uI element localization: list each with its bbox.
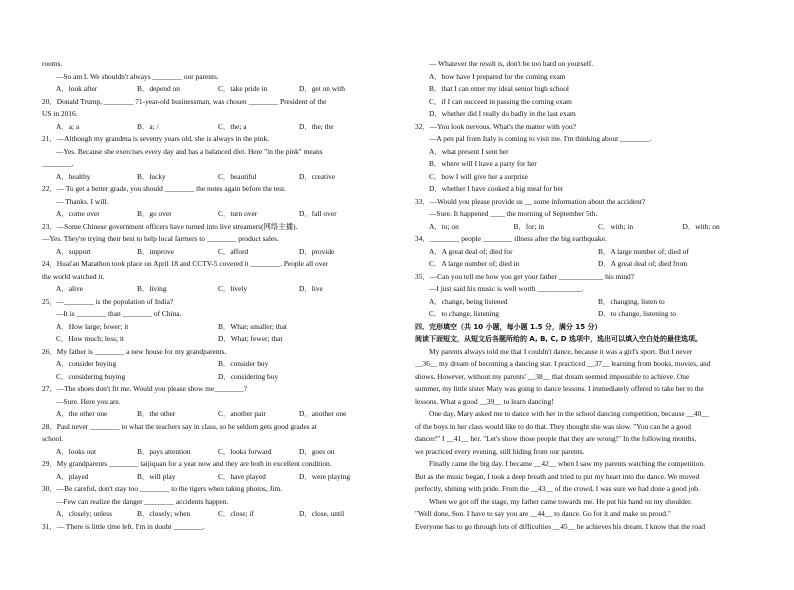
text-line: "Well done, Son. I have to say you are __44__ to dance. Go for it and make us proud." (415, 509, 671, 518)
text-line: D．whether I have cooked a big meal for her (429, 184, 564, 193)
option: B．pays attention (137, 446, 191, 456)
option: A．the other one (56, 409, 108, 418)
text-line: 21．—Although my grandma is seventy years old, she is always in the pink. (42, 134, 270, 143)
text-line: of the boys in her class would like to do that. They thought she was slow. "You can be a good (415, 421, 691, 431)
text-line: Everyone has to go through lots of difficulties __45__ he achieves his dream. I know that the road (415, 521, 706, 531)
answer-options (42, 446, 380, 459)
text-line: school. (42, 434, 64, 443)
option: C．the; a (218, 121, 247, 131)
text-line: ________. (42, 159, 74, 168)
option: A．come over (56, 209, 100, 218)
text-line: 26．My father is ________ a new house for my grandparents. (42, 346, 227, 356)
text-line: 30．—Be careful, don't stay too ________ to the tigers when taking photos, Jim. (42, 484, 283, 493)
answer-options (415, 296, 767, 309)
text-line: lessons. What a good __39__ to learn dancing! (415, 396, 554, 406)
option: C．to change, listening (429, 309, 499, 318)
text-line: shows. However, without my parents' __38__ that dream seemed impossible to achieve. One (415, 371, 690, 381)
text-line: —Sure. Here you are. (56, 396, 121, 406)
answer-options (415, 258, 767, 271)
text-line: 29．My grandparents ________ taijiquan for a year now and they are both in excellent condition. (42, 459, 332, 468)
text-line: 35．—Can you tell me how you get your father ____________ his mind? (415, 271, 635, 281)
option: B．the other (137, 409, 176, 418)
text-line: 24．Huai'an Marathon took place on April 18 and CCTV-5 covered it ________. People all over (42, 259, 329, 268)
option: B．closely; when (137, 509, 191, 518)
option: D．another one (299, 409, 347, 418)
option: D．fall over (299, 209, 337, 218)
text-line: B．where will I have a party for her (429, 159, 537, 168)
option: B．will play (137, 471, 176, 481)
option: A．consider buying (56, 359, 117, 368)
answer-options (42, 171, 380, 184)
text-line: But as the music began, I took a deep breath and tried to put my heart into the dance. We moved (415, 471, 700, 481)
option: D．A great deal of; died from (598, 259, 688, 268)
section-heading: 四、完形填空（共 10 小题，每小题 1.5 分，满分 15 分） (415, 322, 602, 331)
answer-options (42, 283, 380, 296)
text-line: 33．—Would you please provide us __ some information about the accident? (415, 196, 646, 206)
text-line: 28．Paul never ________ to what the teachers say in class, so he seldom gets good grades at (42, 421, 317, 431)
option: C．take pride in (218, 84, 268, 93)
text-line: —I just said his music is well worth ____________. (429, 284, 584, 293)
text-line: the world watched it. (42, 271, 105, 281)
option: D．were playing (299, 471, 351, 481)
option: A．a; a (56, 121, 80, 131)
option: A．change, being listened (429, 296, 508, 306)
text-line: US in 2016. (42, 109, 78, 118)
text-line: C．if I can succeed in passing the coming exam (429, 96, 572, 106)
answer-options (42, 471, 380, 484)
option: B．What; smaller; that (218, 321, 287, 331)
text-line: —A pen pal from Italy is coming to visit me. I'm thinking about ________. (429, 134, 652, 143)
text-line: —Sure. It happened ____ the morning of September 5th. (429, 209, 598, 218)
text-line: 34．________ people ________ illness after the big earthquake. (415, 234, 607, 243)
option: B．for; in (513, 221, 545, 231)
answer-options (415, 308, 767, 321)
text-line: A．what present I sent her (429, 146, 509, 156)
answer-options (42, 358, 380, 371)
answer-options (42, 321, 380, 334)
answer-options (42, 333, 380, 346)
answer-options (42, 508, 380, 521)
option: C．looks forward (218, 446, 272, 456)
text-line: — Whatever the result is, don't be too hard on yourself. (429, 59, 594, 68)
text-line: —Yes. Because she exercises every day and has a balanced diet. Here "in the pink" means (56, 146, 323, 156)
option: D．to change, listening to (598, 309, 676, 318)
option: D．What; fewer; that (218, 334, 283, 343)
text-line: summer, my little sister Mary was going to dance lessons. I immediately offered to take her to the (415, 384, 704, 393)
text-line: 27．—The shoes don't fit me. Would you please show me________? (42, 384, 248, 393)
left-column (42, 58, 380, 533)
option: A．closely; unless (56, 509, 113, 518)
option: A．looks out (56, 446, 97, 456)
text-line: D．whether did I really do badly in the last exam (429, 109, 576, 118)
option: B．changing, listen to (598, 296, 665, 306)
option: C．another pair (218, 409, 266, 418)
option: C．close; if (218, 509, 254, 518)
option: C．with; in (598, 221, 634, 231)
option: C．afford (218, 246, 249, 256)
answer-options (42, 83, 380, 96)
option: A．A great deal of; died for (429, 246, 513, 256)
option: B．depend on (137, 84, 180, 93)
answer-options (42, 408, 380, 421)
text-line: One day, Mary asked me to dance with her in the school dancing competition, because __40__ (429, 409, 709, 418)
text-line: —Few can realize the danger ________ accidents happen. (56, 496, 229, 506)
text-line: __36__ my dream of becoming a dancing star. I practiced __37__ learning from books, movies, and (415, 359, 711, 368)
answer-options (415, 246, 767, 259)
text-line: perfectly, shining with pride. From the __43__ of the crowd, I was sure we had done a good job. (415, 484, 700, 493)
option: A．healthy (56, 171, 91, 181)
text-line: When we got off the stage, my father came towards me. He put his hand on my shoulder. (429, 496, 692, 506)
option: A．alive (56, 284, 84, 293)
text-line: 22．— To get a better grade, you should ________ the notes again before the test. (42, 184, 286, 193)
answer-options (42, 246, 380, 259)
option: D．live (299, 284, 323, 293)
text-line: 25．—________ is the population of India? (42, 296, 174, 306)
text-line: C．how I will give her a surprise (429, 171, 528, 181)
option: D．get on with (299, 84, 345, 93)
option: C．have played (218, 471, 266, 481)
text-line: B．that I can enter my ideal senior high school (429, 84, 569, 93)
option: A．How large; fewer; it (56, 321, 129, 331)
option: D．goes on (299, 446, 335, 456)
text-line: A．how have I prepared for the coming exam (429, 71, 566, 81)
text-line: dancer!" I __41__ her. "Let's show those people that they are wrong!" In the following months, (415, 434, 697, 443)
option: A．look after (56, 84, 98, 93)
text-line: 23．—Some Chinese government officers have turned into live streamers(网络主播). (42, 221, 298, 231)
text-line: 32．—You look nervous. What's the matter with you? (415, 121, 576, 131)
text-line: —It is ________ than ________ of China. (56, 309, 182, 318)
answer-options (42, 121, 380, 134)
option: A．played (56, 471, 89, 481)
option: C．beautiful (218, 171, 257, 181)
option: B．A large number of; died of (598, 246, 689, 256)
text-line: we practiced every evening, still hiding from our parents. (415, 446, 585, 456)
option: C．A large number of; died in (429, 259, 520, 268)
option: B．consider buy (218, 359, 269, 368)
option: D．creative (299, 171, 336, 181)
option: D．considering buy (218, 371, 279, 381)
text-line: 31．— There is little time left. I'm in doubt ________. (42, 521, 205, 531)
option: D．the; the (299, 121, 334, 131)
answer-options (42, 208, 380, 221)
option: D．with; on (682, 221, 720, 231)
answer-options (415, 221, 767, 234)
text-line: My parents always told me that I couldn't dance, because it was a girl's sport. But I never (429, 346, 693, 356)
option: D．provide (299, 246, 335, 256)
option: B．lucky (137, 171, 166, 181)
text-line: — Thanks. I will. (56, 196, 109, 206)
option: A．support (56, 246, 91, 256)
text-line: 20．Donald Trump, ________ 71-year-old businessman, was chosen ________ President of the (42, 96, 327, 106)
option: C．How much; less; it (56, 334, 124, 343)
option: C．turn over (218, 209, 258, 218)
option: B．living (137, 284, 167, 293)
right-column (415, 58, 767, 533)
option: D．close, until (299, 509, 345, 518)
option: B．go over (137, 209, 172, 218)
text-line: Finally came the big day. I became __42__ when I saw my parents watching the competition. (429, 459, 705, 468)
option: C．lively (218, 284, 248, 293)
text-line: rooms. (42, 59, 63, 68)
option: B．improve (137, 246, 174, 256)
answer-options (42, 371, 380, 384)
text-line: —Yes. They're trying their best to help local farmers to ________ product sales. (42, 234, 279, 243)
option: A．to; on (429, 221, 459, 231)
section-heading: 阅读下面短文，从短文后各题所给的 A, B, C, D 选项中，选出可以填入空白处的最佳选项。 (415, 335, 702, 343)
option: B．a; / (137, 121, 159, 131)
option: C．considering buying (56, 371, 126, 381)
text-line: —So am I. We shouldn't always ________ our parents. (56, 71, 219, 81)
